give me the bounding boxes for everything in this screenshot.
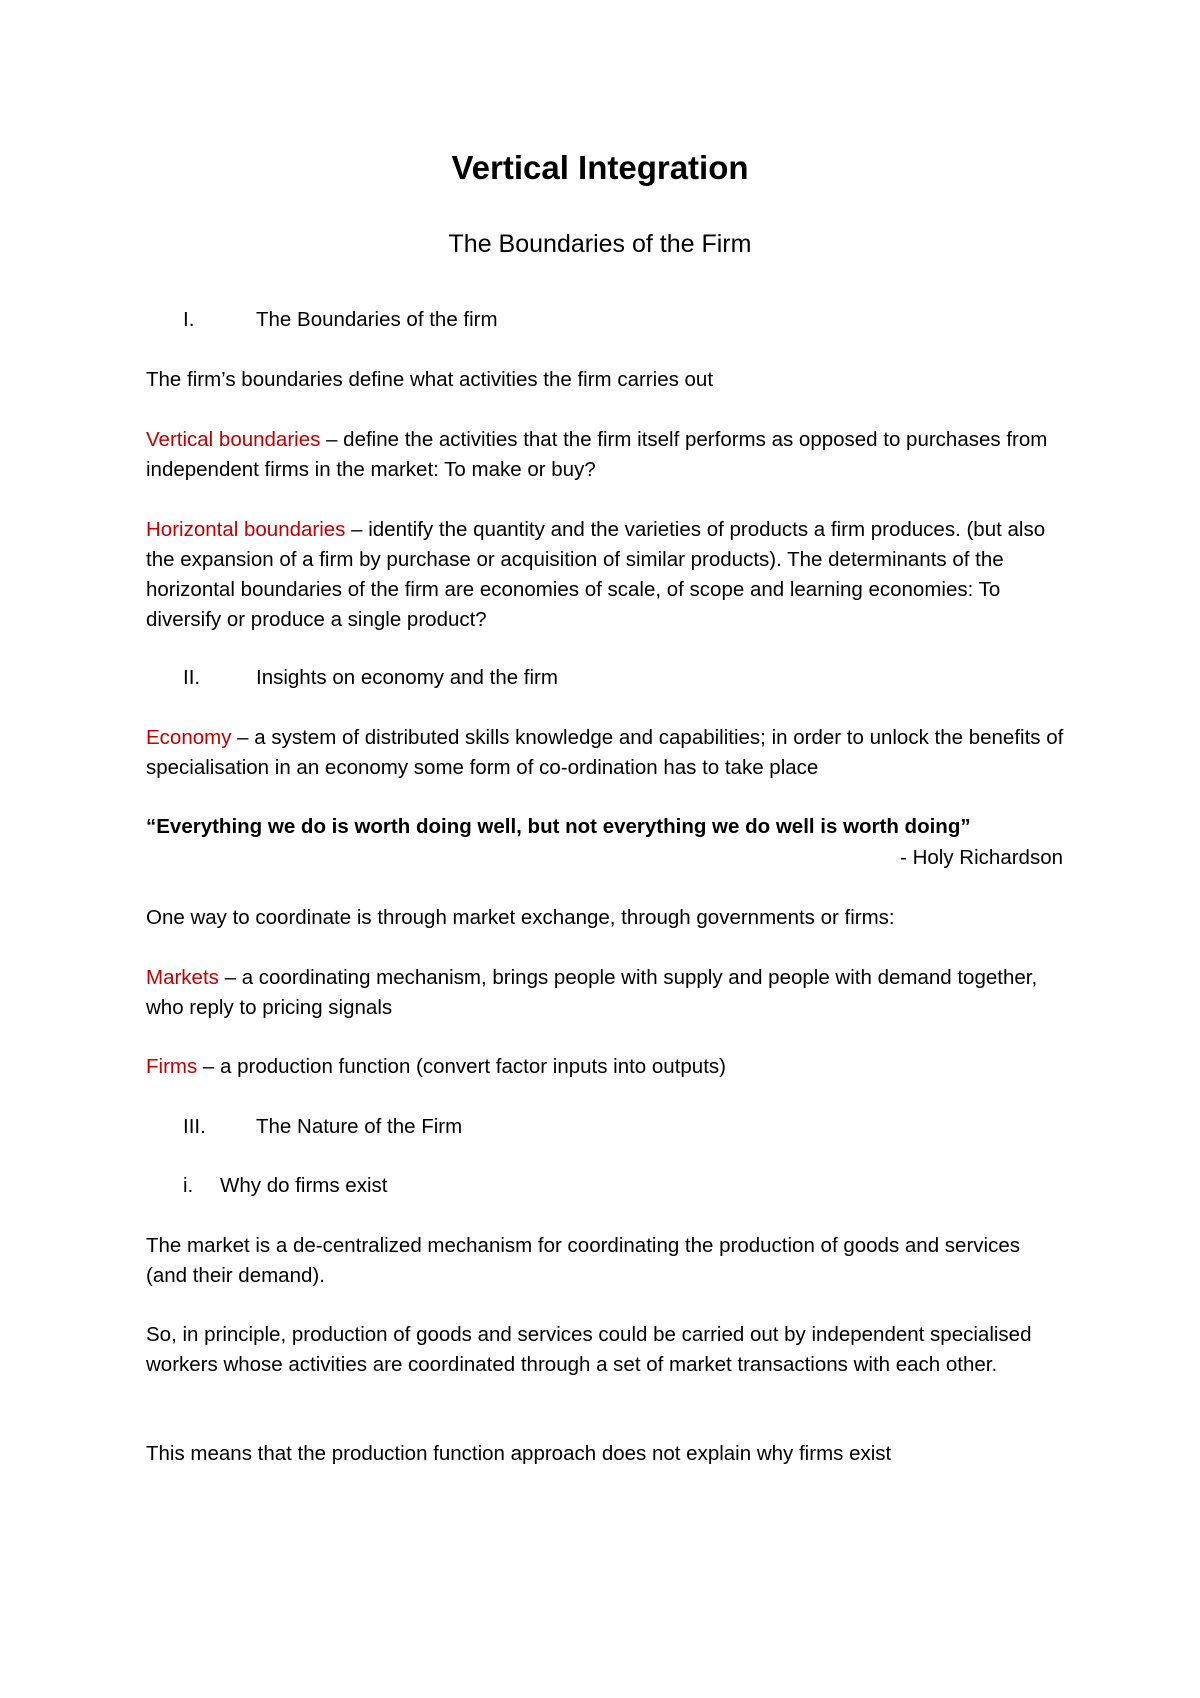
subsection-numeral: i.	[183, 1174, 194, 1197]
section-numeral: III.	[183, 1115, 206, 1138]
subsection-heading-text: Why do firms exist	[220, 1174, 388, 1197]
section-numeral: II.	[183, 666, 201, 689]
definition-horizontal-boundaries: – identify the quantity and the varieties of products a firm produces. (but also the expansion of a firm by purchase or acquisition of similar products). The determinants of the horizontal boundaries of the firm are economies of scale, of scope and learning economies: To diversify or produce a single product?	[146, 518, 1046, 631]
term-firms: Firms	[146, 1055, 198, 1078]
section-heading-text: Insights on economy and the firm	[256, 666, 558, 689]
paragraph-economy	[146, 723, 1066, 783]
section-heading-text: The Boundaries of the firm	[256, 308, 498, 331]
definition-markets: – a coordinating mechanism, brings people with supply and people with demand together, who reply to pricing signals	[146, 966, 1038, 1019]
section-heading-text: The Nature of the Firm	[256, 1115, 463, 1138]
section-numeral: I.	[183, 308, 195, 331]
paragraph-vertical-boundaries	[146, 425, 1066, 485]
paragraph-coordinate: One way to coordinate is through market exchange, through governments or firms:	[146, 906, 895, 929]
definition-firms: – a production function (convert factor inputs into outputs)	[197, 1055, 726, 1078]
document-subtitle: The Boundaries of the Firm	[448, 230, 752, 258]
paragraph-conclusion: This means that the production function approach does not explain why firms exist	[146, 1442, 892, 1465]
term-vertical-boundaries: Vertical boundaries	[146, 428, 321, 451]
paragraph-boundaries-intro: The firm’s boundaries define what activities the firm carries out	[146, 368, 714, 391]
quote-attribution: - Holy Richardson	[900, 846, 1063, 869]
definition-economy: – a system of distributed skills knowledge and capabilities; in order to unlock the benefits of specialisation in an economy some form of co-ordination has to take place	[146, 726, 1064, 779]
document-title: Vertical Integration	[451, 149, 749, 186]
paragraph-horizontal-boundaries	[146, 515, 1066, 635]
paragraph-firms	[146, 1052, 1066, 1082]
paragraph-in-principle: So, in principle, production of goods and services could be carried out by independent specialised workers whose activities are coordinated through a set of market transactions with each other.	[146, 1323, 1032, 1376]
paragraph-market-decentralized: The market is a de-centralized mechanism for coordinating the production of goods and services (and their demand).	[146, 1234, 1020, 1287]
definition-vertical-boundaries: – define the activities that the firm itself performs as opposed to purchases from independent firms in the market: To make or buy?	[146, 428, 1048, 481]
term-economy: Economy	[146, 726, 232, 749]
term-horizontal-boundaries: Horizontal boundaries	[146, 518, 346, 541]
term-markets: Markets	[146, 966, 219, 989]
quote: “Everything we do is worth doing well, but not everything we do well is worth doing”	[146, 815, 971, 838]
paragraph-markets	[146, 963, 1066, 1023]
